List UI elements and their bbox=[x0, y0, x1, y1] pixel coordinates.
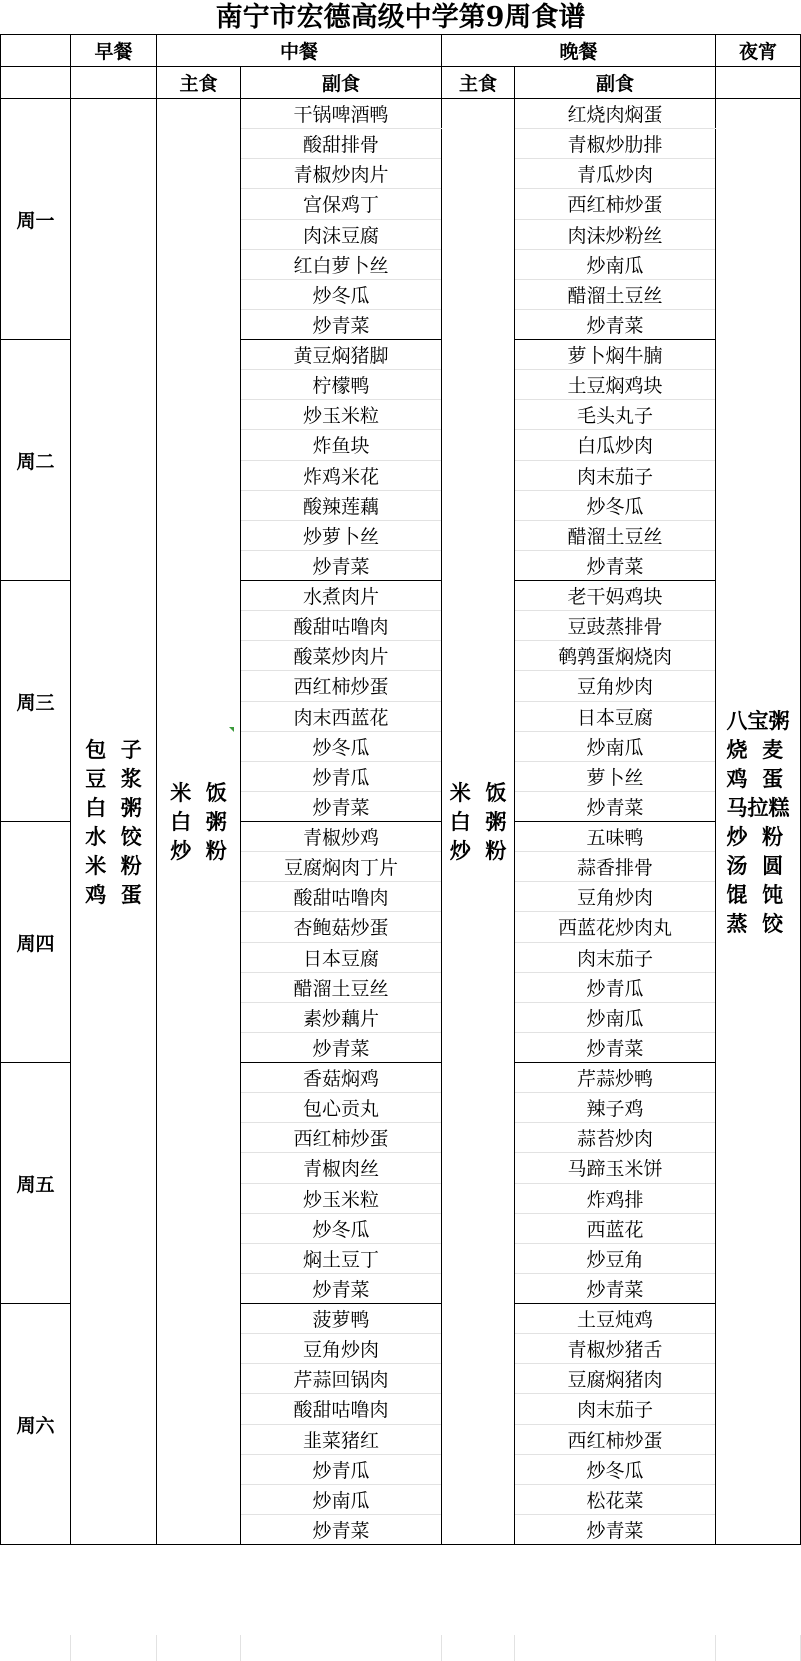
lunch-dish: 炒青菜 bbox=[241, 1273, 442, 1303]
dinner-dish: 日本豆腐 bbox=[515, 701, 716, 731]
lunch-dish: 酸甜排骨 bbox=[241, 129, 442, 159]
lunch-dish: 炒青菜 bbox=[241, 550, 442, 580]
lunch-dish: 日本豆腐 bbox=[241, 942, 442, 972]
lunch-dish: 香菇焖鸡 bbox=[241, 1063, 442, 1093]
lunch-dish: 柠檬鸭 bbox=[241, 370, 442, 400]
lunch-dish: 韭菜猪红 bbox=[241, 1424, 442, 1454]
lunch-dish: 干锅啤酒鸭 bbox=[241, 99, 442, 129]
lunch-dish: 豆腐焖肉丁片 bbox=[241, 852, 442, 882]
lunch-dish: 炸鱼块 bbox=[241, 430, 442, 460]
lunch-dish: 酸辣莲藕 bbox=[241, 490, 442, 520]
lunch-dish: 炒萝卜丝 bbox=[241, 520, 442, 550]
day-label-1: 周一 bbox=[1, 99, 71, 340]
day-label-3: 周三 bbox=[1, 581, 71, 822]
dinner-dish: 青椒炒肋排 bbox=[515, 129, 716, 159]
breakfast-items bbox=[71, 99, 157, 1545]
night-snack-items bbox=[716, 99, 801, 1545]
lunch-dish: 炒青菜 bbox=[241, 1514, 442, 1544]
dinner-dish: 萝卜焖牛腩 bbox=[515, 340, 716, 370]
dinner-dish: 西蓝花 bbox=[515, 1213, 716, 1243]
lunch-dish: 炸鸡米花 bbox=[241, 460, 442, 490]
dinner-dish: 土豆炖鸡 bbox=[515, 1304, 716, 1334]
dinner-dish: 炒青菜 bbox=[515, 309, 716, 339]
lunch-dish: 焖土豆丁 bbox=[241, 1243, 442, 1273]
page-title: 南宁市宏德高级中学第9周食谱 bbox=[215, 2, 586, 33]
weekly-menu-table bbox=[0, 34, 801, 1545]
lunch-dish: 炒青菜 bbox=[241, 1032, 442, 1062]
lunch-dish: 炒冬瓜 bbox=[241, 731, 442, 761]
lunch-dish: 包心贡丸 bbox=[241, 1093, 442, 1123]
dinner-dish: 芹蒜炒鸭 bbox=[515, 1063, 716, 1093]
comment-marker bbox=[229, 727, 234, 732]
day-label-6: 周六 bbox=[1, 1304, 71, 1545]
dinner-dish: 西红柿炒蛋 bbox=[515, 189, 716, 219]
dinner-dish: 炒青菜 bbox=[515, 1273, 716, 1303]
header-dinner-side: 副食 bbox=[515, 67, 716, 99]
lunch-dish: 青椒肉丝 bbox=[241, 1153, 442, 1183]
dinner-dish: 萝卜丝 bbox=[515, 761, 716, 791]
empty-grid-below bbox=[0, 1635, 801, 1661]
dinner-dish: 豆豉蒸排骨 bbox=[515, 611, 716, 641]
lunch-dish: 菠萝鸭 bbox=[241, 1304, 442, 1334]
dinner-dish: 青椒炒猪舌 bbox=[515, 1334, 716, 1364]
lunch-dish: 醋溜土豆丝 bbox=[241, 972, 442, 1002]
header-night-blank bbox=[716, 67, 801, 99]
header-breakfast: 早餐 bbox=[71, 35, 157, 67]
dinner-dish: 炒青菜 bbox=[515, 1032, 716, 1062]
dinner-dish: 醋溜土豆丝 bbox=[515, 279, 716, 309]
dinner-dish: 西蓝花炒肉丸 bbox=[515, 912, 716, 942]
header-lunch: 中餐 bbox=[157, 35, 442, 67]
header-lunch-side: 副食 bbox=[241, 67, 442, 99]
corner-cell-2 bbox=[1, 67, 71, 99]
dinner-dish: 炒青瓜 bbox=[515, 972, 716, 1002]
lunch-dish: 黄豆焖猪脚 bbox=[241, 340, 442, 370]
dinner-dish: 松花菜 bbox=[515, 1484, 716, 1514]
dinner-dish: 炒冬瓜 bbox=[515, 490, 716, 520]
day-label-2: 周二 bbox=[1, 340, 71, 581]
dinner-dish: 豆角炒肉 bbox=[515, 671, 716, 701]
dinner-dish: 炒南瓜 bbox=[515, 249, 716, 279]
dinner-dish: 肉末茄子 bbox=[515, 942, 716, 972]
day-label-5: 周五 bbox=[1, 1063, 71, 1304]
lunch-dish: 炒玉米粒 bbox=[241, 400, 442, 430]
lunch-dish: 炒青瓜 bbox=[241, 761, 442, 791]
corner-cell bbox=[1, 35, 71, 67]
dinner-dish: 老干妈鸡块 bbox=[515, 581, 716, 611]
day-label-4: 周四 bbox=[1, 822, 71, 1063]
lunch-dish: 酸甜咕噜肉 bbox=[241, 1394, 442, 1424]
lunch-dish: 炒玉米粒 bbox=[241, 1183, 442, 1213]
dinner-dish: 醋溜土豆丝 bbox=[515, 520, 716, 550]
header-breakfast-blank bbox=[71, 67, 157, 99]
dinner-dish: 炒青菜 bbox=[515, 1514, 716, 1544]
menu-body bbox=[1, 99, 801, 1545]
lunch-staple-items-text: 米 饭 白 粥 炒 粉 bbox=[170, 780, 227, 863]
dinner-dish: 炒冬瓜 bbox=[515, 1454, 716, 1484]
lunch-dish: 酸菜炒肉片 bbox=[241, 641, 442, 671]
dinner-dish: 豆角炒肉 bbox=[515, 882, 716, 912]
dinner-dish: 西红柿炒蛋 bbox=[515, 1424, 716, 1454]
lunch-dish: 酸甜咕噜肉 bbox=[241, 882, 442, 912]
dinner-dish: 肉沫炒粉丝 bbox=[515, 219, 716, 249]
lunch-dish: 炒青菜 bbox=[241, 309, 442, 339]
breakfast-items-text: 包 子 豆 浆 白 粥 水 饺 米 粉 鸡 蛋 bbox=[85, 736, 142, 907]
lunch-dish: 肉末西蓝花 bbox=[241, 701, 442, 731]
lunch-dish: 炒青瓜 bbox=[241, 1454, 442, 1484]
dinner-dish: 豆腐焖猪肉 bbox=[515, 1364, 716, 1394]
dinner-dish: 炒豆角 bbox=[515, 1243, 716, 1273]
lunch-dish: 杏鲍菇炒蛋 bbox=[241, 912, 442, 942]
dinner-dish: 蒜苔炒肉 bbox=[515, 1123, 716, 1153]
lunch-dish: 青椒炒肉片 bbox=[241, 159, 442, 189]
lunch-dish: 酸甜咕噜肉 bbox=[241, 611, 442, 641]
header-row-meals bbox=[1, 35, 801, 67]
night-snack-items-text: 八宝粥 烧 麦 鸡 蛋 马拉糕 炒 粉 汤 圆 馄 饨 蒸 饺 bbox=[726, 707, 790, 936]
lunch-dish: 西红柿炒蛋 bbox=[241, 671, 442, 701]
lunch-dish: 素炒藕片 bbox=[241, 1002, 442, 1032]
lunch-dish: 炒南瓜 bbox=[241, 1484, 442, 1514]
dinner-dish: 白瓜炒肉 bbox=[515, 430, 716, 460]
dinner-dish: 马蹄玉米饼 bbox=[515, 1153, 716, 1183]
dinner-dish: 炒南瓜 bbox=[515, 731, 716, 761]
lunch-staple-items bbox=[157, 99, 241, 1545]
lunch-dish: 豆角炒肉 bbox=[241, 1334, 442, 1364]
lunch-dish: 西红柿炒蛋 bbox=[241, 1123, 442, 1153]
header-lunch-staple: 主食 bbox=[157, 67, 241, 99]
dish-row bbox=[1, 99, 801, 129]
lunch-dish: 青椒炒鸡 bbox=[241, 822, 442, 852]
header-dinner-staple: 主食 bbox=[442, 67, 515, 99]
dinner-dish: 土豆焖鸡块 bbox=[515, 370, 716, 400]
dinner-dish: 肉末茄子 bbox=[515, 460, 716, 490]
lunch-dish: 宫保鸡丁 bbox=[241, 189, 442, 219]
dinner-dish: 炸鸡排 bbox=[515, 1183, 716, 1213]
dinner-dish: 鹌鹑蛋焖烧肉 bbox=[515, 641, 716, 671]
lunch-dish: 芹蒜回锅肉 bbox=[241, 1364, 442, 1394]
dinner-dish: 毛头丸子 bbox=[515, 400, 716, 430]
dinner-staple-items-text: 米 饭 白 粥 炒 粉 bbox=[449, 780, 507, 863]
header-row-types bbox=[1, 67, 801, 99]
dinner-dish: 炒青菜 bbox=[515, 791, 716, 821]
lunch-dish: 炒冬瓜 bbox=[241, 279, 442, 309]
lunch-dish: 肉沫豆腐 bbox=[241, 219, 442, 249]
dinner-dish: 炒青菜 bbox=[515, 550, 716, 580]
dinner-dish: 炒南瓜 bbox=[515, 1002, 716, 1032]
lunch-dish: 炒青菜 bbox=[241, 791, 442, 821]
lunch-dish: 炒冬瓜 bbox=[241, 1213, 442, 1243]
dinner-dish: 青瓜炒肉 bbox=[515, 159, 716, 189]
header-dinner: 晚餐 bbox=[442, 35, 716, 67]
dinner-dish: 红烧肉焖蛋 bbox=[515, 99, 716, 129]
dinner-dish: 肉末茄子 bbox=[515, 1394, 716, 1424]
dinner-dish: 辣子鸡 bbox=[515, 1093, 716, 1123]
lunch-dish: 水煮肉片 bbox=[241, 581, 442, 611]
dinner-dish: 蒜香排骨 bbox=[515, 852, 716, 882]
lunch-dish: 红白萝卜丝 bbox=[241, 249, 442, 279]
header-night-snack: 夜宵 bbox=[716, 35, 801, 67]
dinner-dish: 五味鸭 bbox=[515, 822, 716, 852]
dinner-staple-items bbox=[442, 99, 515, 1545]
